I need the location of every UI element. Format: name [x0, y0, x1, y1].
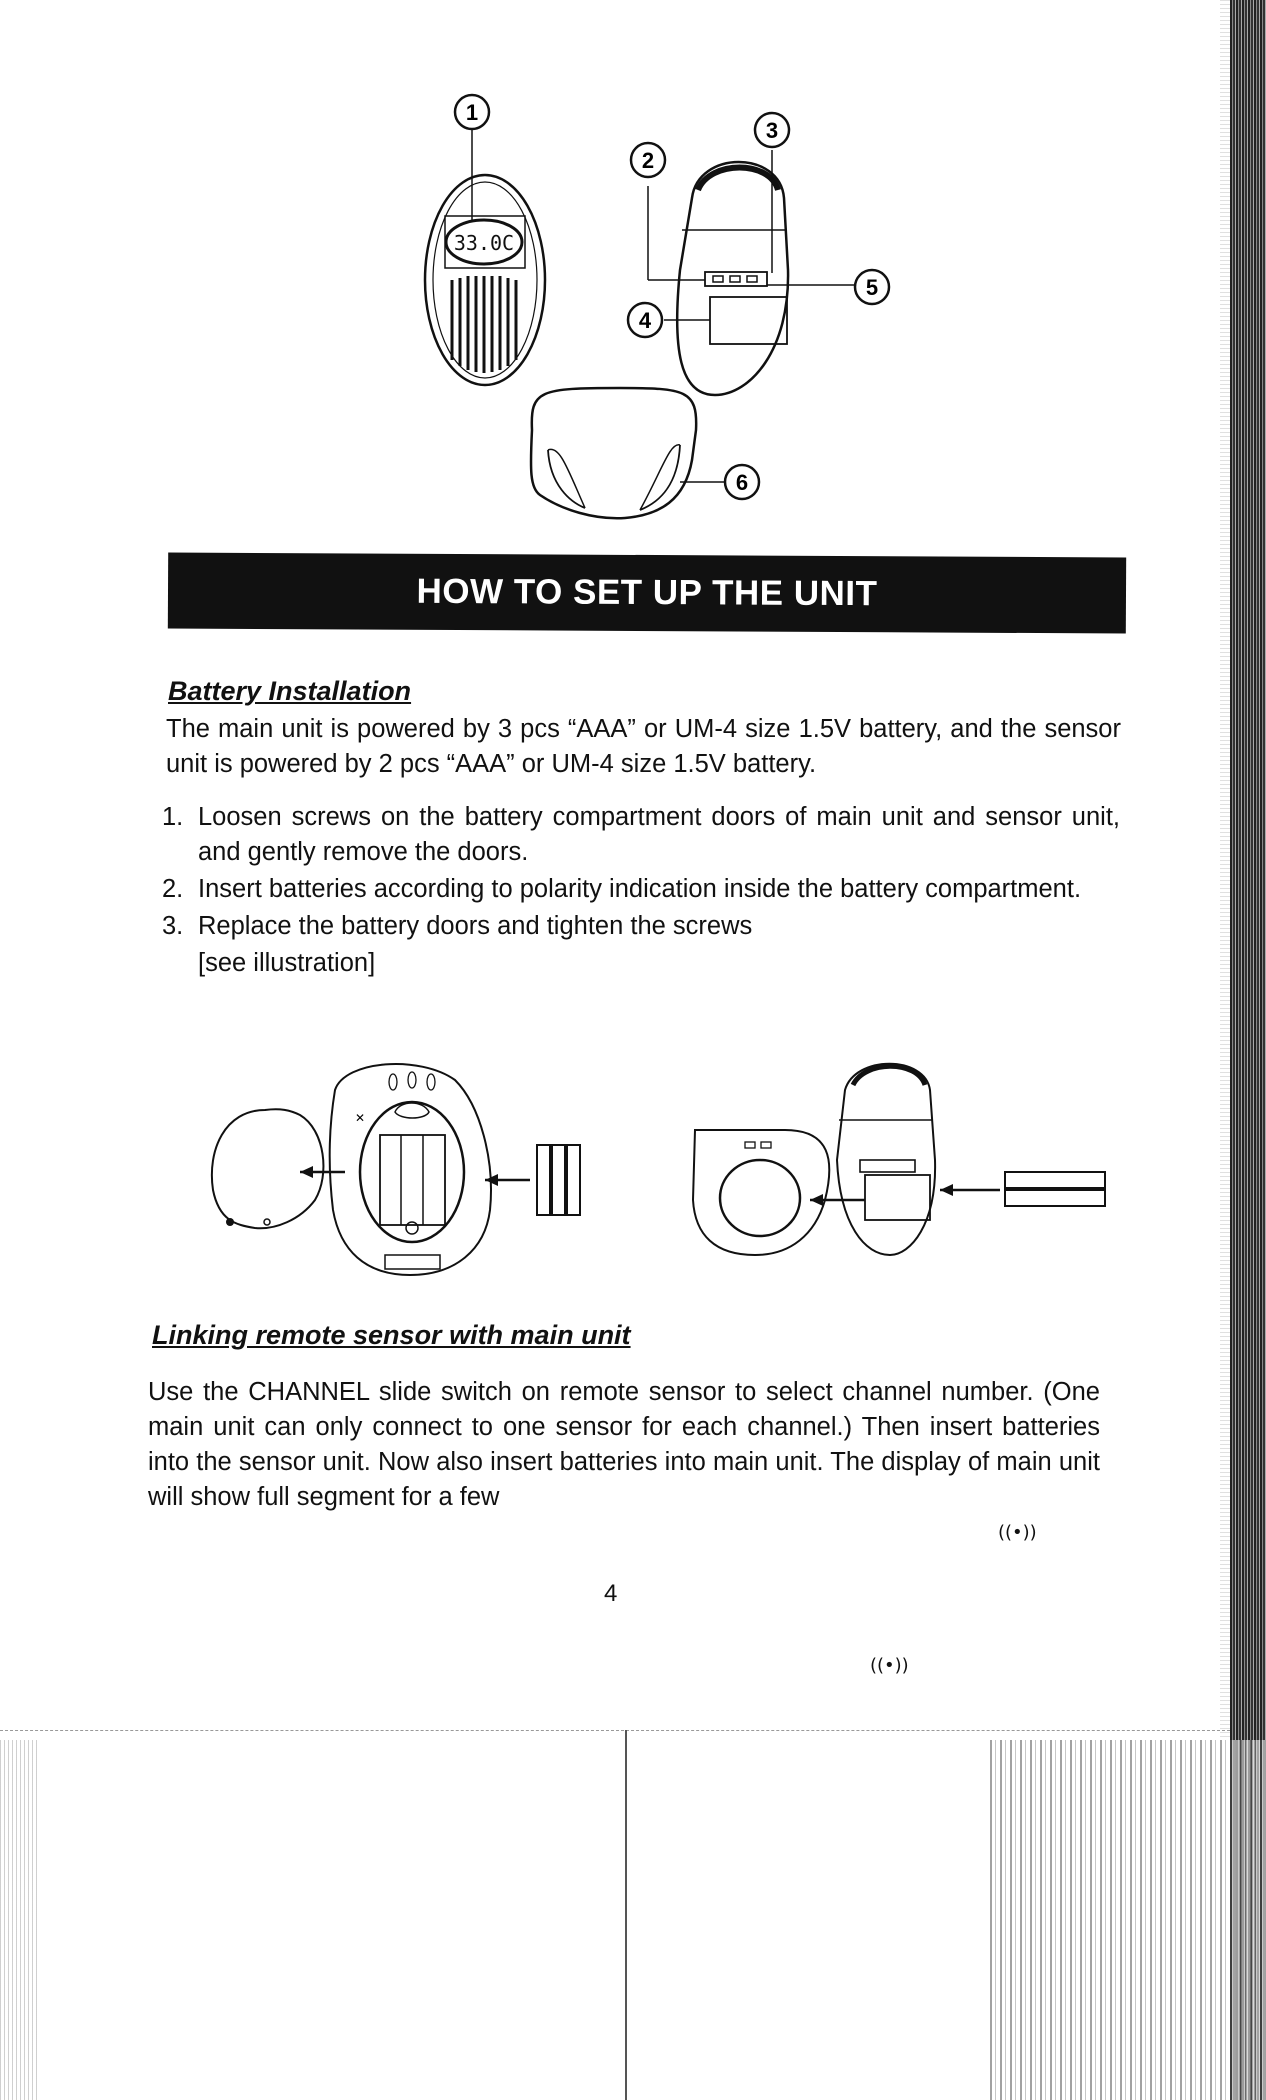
unit-diagram: [380, 90, 940, 560]
scan-noise: [0, 1740, 40, 2100]
antenna-signal-icon: ((•)): [998, 1522, 1037, 1543]
callout-5: 5: [865, 275, 879, 300]
sensor-battery-compartment: [710, 297, 787, 344]
section-title: HOW TO SET UP THE UNIT: [416, 571, 878, 614]
list-item: 1. Loosen screws on the battery compartment doors of main unit and sensor unit, and gently remove the doors.: [162, 803, 1120, 866]
list-item-note: [see illustration]: [198, 949, 376, 977]
battery-heading: Battery Installation: [168, 676, 412, 706]
list-item: 2. Insert batteries according to polarity indication inside the battery compartment.: [162, 875, 1082, 903]
main-unit-door: [212, 1109, 324, 1228]
callout-1: 1: [465, 100, 479, 125]
page-number: 4: [604, 1580, 618, 1607]
section-header: [168, 552, 1126, 633]
callout-3: 3: [765, 118, 779, 143]
linking-heading: Linking remote sensor with main unit: [152, 1320, 631, 1350]
svg-text:✕: ✕: [355, 1111, 366, 1125]
battery-intro: The main unit is powered by 3 pcs “AAA” or UM-4 size 1.5V battery, and the sensor unit is powered by 2 pcs “AAA” or UM-4 size 1.5V battery.: [166, 715, 1121, 778]
page-gutter-line: [625, 1730, 627, 2100]
battery-illustration: [205, 1050, 1125, 1290]
scan-noise: [990, 1740, 1266, 2100]
page-fold-line: [0, 1730, 1230, 1731]
linking-text: Use the CHANNEL slide switch on remote sensor to select channel number. (One main unit can only connect to one sensor for each channel.) Then insert batteries into the sensor unit. Now also insert batteries into main unit. The display of main unit will show full segment for a few: [148, 1378, 1100, 1511]
callout-6: 6: [735, 470, 749, 495]
battery-steps: [162, 800, 1120, 983]
scan-edge-shading: [1220, 0, 1230, 1740]
list-item: 3. Replace the battery doors and tighten the screws: [162, 912, 753, 940]
main-unit-back: [330, 1064, 491, 1275]
lcd-reading: 33.0C: [453, 231, 515, 255]
callout-4: 4: [638, 308, 652, 333]
callout-2: 2: [641, 148, 655, 173]
antenna-signal-icon: ((•)): [870, 1655, 909, 1676]
stand-cover: [531, 388, 696, 518]
